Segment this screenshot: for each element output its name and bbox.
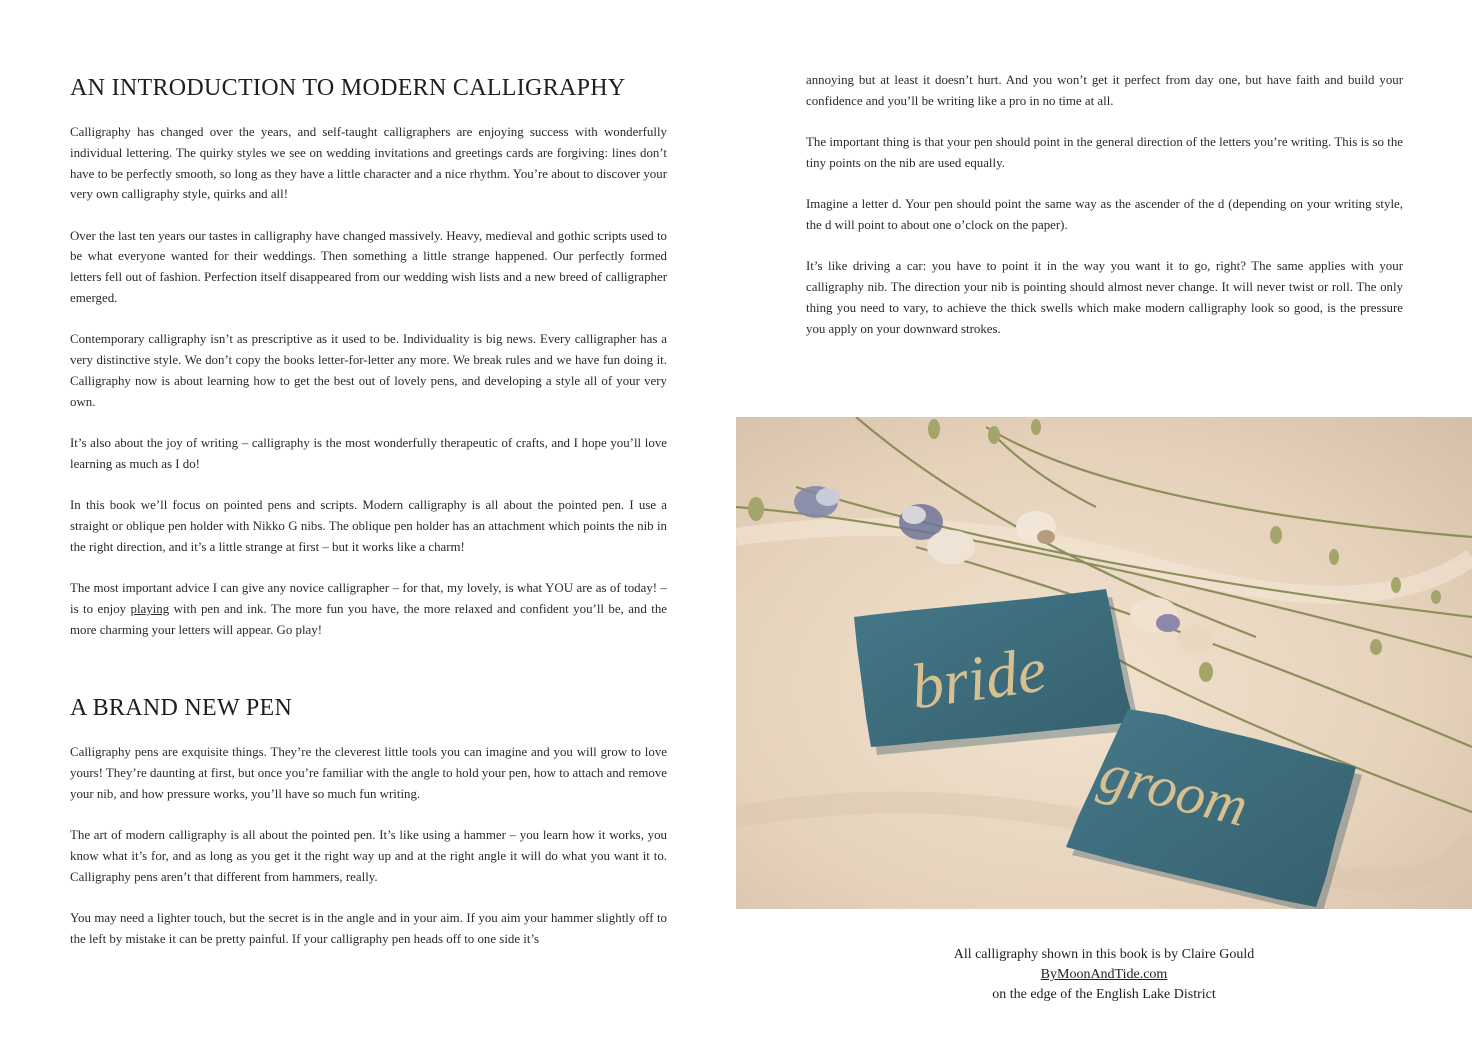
paragraph: In this book we’ll focus on pointed pens and scripts. Modern calligraphy is all about the pointed pen. I use a straight or oblique pen holder with Nikko G nibs. The oblique pen holder has an attachment which points the nib in the right direction, and it’s a little strange at first – but it works like a charm! [70,498,667,554]
place-card-bride [854,589,1140,755]
card-word-bride: bride [906,633,1051,723]
text-fragment: with pen and ink. The more fun you have, the more relaxed and confident you’ll be, and the more charming your letters will appear. Go play! [70,601,667,637]
section-title-pen: A BRAND NEW PEN [70,695,293,722]
paragraph: Imagine a letter d. Your pen should point the same way as the ascender of the d (depending on your writing style, the d will point to about one o’clock on the paper). [806,197,1403,232]
paragraph: The art of modern calligraphy is all about the pointed pen. It’s like using a hammer – you learn how it works, you know what it’s for, and as long as you get it the right way up and at the right angle it will do what you want it to. Calligraphy pens aren’t that different from hammers, really. [70,828,667,884]
credit-line: All calligraphy shown in this book is by Claire Gould [953,947,1255,962]
section-title-intro: AN INTRODUCTION TO MODERN CALLIGRAPHY [70,75,626,101]
card-word-groom: groom [1093,739,1255,839]
paragraph: Over the last ten years our tastes in calligraphy have changed massively. Heavy, medieval and gothic scripts used to be what everyone wanted for their weddings. Then something a little strange happened. Our perfectly formed letters fell out of fashion. Perfection itself disappeared from our wedding wish lists and a new breed of calligrapher emerged. [70,228,667,306]
paragraph: Calligraphy pens are exquisite things. They’re the cleverest little tools you can imagine and you will grow to love yours! They’re daunting at first, but once you’re familiar with the angle to hold your pen, how to attach and remove your nib, and how pressure works, you’ll have so much fun writing. [70,745,667,802]
underlined-word: playing [130,601,170,616]
paragraph: Calligraphy has changed over the years, and self-taught calligraphers are enjoying success with wonderfully individual lettering. The quirky styles we see on wedding invitations and greetings cards are forgiving: lines don’t have to be perfectly smooth, so long as they have a little character and a nice rhythm. You’re about to discover your very own calligraphy style, quirks and all! [70,125,667,202]
left-column [70,72,667,970]
photo-credit [736,945,1472,1005]
website-link[interactable]: ByMoonAndTide.com [1040,967,1168,982]
right-column [806,70,1403,360]
paragraph: You may need a lighter touch, but the secret is in the angle and in your aim. If you aim your hammer slightly off to the left by mistake it can be pretty painful. If your calligraphy pen heads off to one side it’s [70,911,667,947]
calligraphy-photo [736,417,1472,909]
paragraph-advice [70,578,667,640]
paragraph: Contemporary calligraphy isn’t as prescriptive as it used to be. Individuality is big news. Every calligrapher has a very distinctive style. We don’t copy the books letter-for-letter any more. We break rules and we have fun doing it. Calligraphy now is about learning how to get the best out of lovely pens, and developing a style all of your very own. [70,332,667,409]
paragraph: annoying but at least it doesn’t hurt. And you won’t get it perfect from day one, but have faith and build your confidence and you’ll be writing like a pro in no time at all. [806,73,1403,108]
text-fragment: The most important advice I can give any novice calligrapher – for that, my lovely, is what YOU are as of today! – is to enjoy [70,581,667,616]
credit-location: on the edge of the English Lake District [992,987,1216,1002]
paragraph: It’s like driving a car: you have to point it in the way you want it to go, right? The same applies with your calligraphy nib. The direction your nib is pointing should almost never change. It will never twist or roll. The only thing you need to vary, to achieve the thick swells which make modern calligraphy look so good, is the pressure you apply on your downward strokes. [806,259,1403,336]
paragraph: It’s also about the joy of writing – calligraphy is the most wonderfully therapeutic of crafts, and I hope you’ll love learning as much as I do! [70,436,667,471]
photo-illustration [736,417,1472,909]
paragraph: The important thing is that your pen should point in the general direction of the letters you’re writing. This is so the tiny points on the nib are used equally. [806,135,1403,170]
